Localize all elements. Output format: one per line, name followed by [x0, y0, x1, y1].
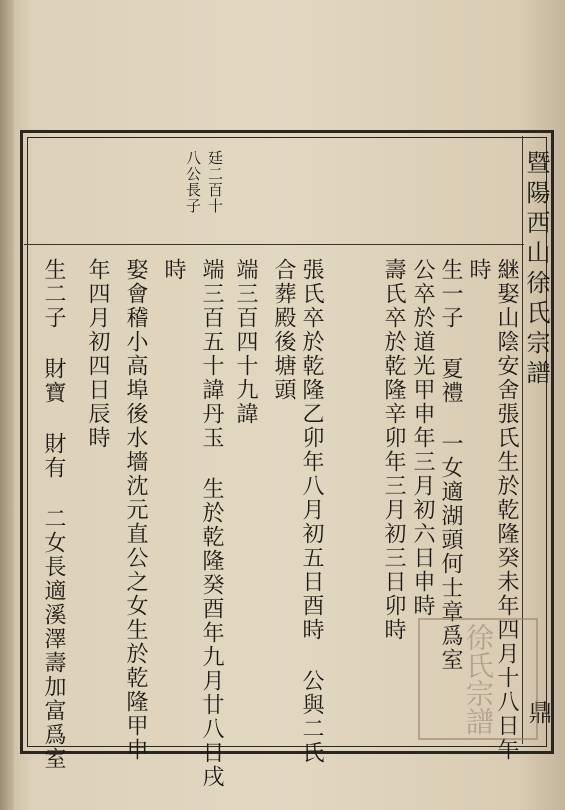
- text-column-3: 生一子 夏禮 一女適湖頭何士章爲室: [438, 258, 463, 672]
- text-column-9: 端三百五十諱丹玉 生於乾隆癸酉年九月廿八日戌: [199, 258, 224, 789]
- text-column-6: 張氏卒於乾隆乙卯年八月初五日酉時 公與二氏: [299, 258, 324, 765]
- book-spine: [0, 0, 14, 810]
- header-note-2: 八公長子: [184, 150, 202, 214]
- library-seal-stamp: [418, 618, 538, 740]
- seal-text: 徐氏宗譜: [462, 623, 495, 735]
- text-column-8: 端三百四十九諱: [233, 258, 258, 426]
- text-column-11: 娶會稽小高埠後水墻沈元直公之女生於乾隆甲申: [123, 258, 148, 762]
- text-column-13: 生二子 財寶 財有 二女長適溪澤壽加富爲室: [41, 258, 66, 771]
- text-column-1: 継娶山陰安舍張氏生於乾隆癸未年四月十八日午: [494, 258, 519, 762]
- text-column-4: 公卒於道光甲申年三月初六日申時: [410, 258, 435, 618]
- header-note-1: 廷二百十: [206, 150, 224, 214]
- page-title: 暨陽西山徐氏宗譜: [522, 150, 550, 390]
- text-column-2: 時: [466, 258, 491, 282]
- text-column-5: 壽氏卒於乾隆辛卯年三月初三日卯時: [381, 258, 406, 642]
- header-divider-line: [24, 244, 524, 245]
- text-column-7: 合葬殿後塘頭: [271, 258, 296, 402]
- text-column-10: 時: [161, 258, 186, 282]
- text-column-12: 年四月初四日辰時: [85, 258, 110, 450]
- page-marker: 鼎: [524, 700, 552, 726]
